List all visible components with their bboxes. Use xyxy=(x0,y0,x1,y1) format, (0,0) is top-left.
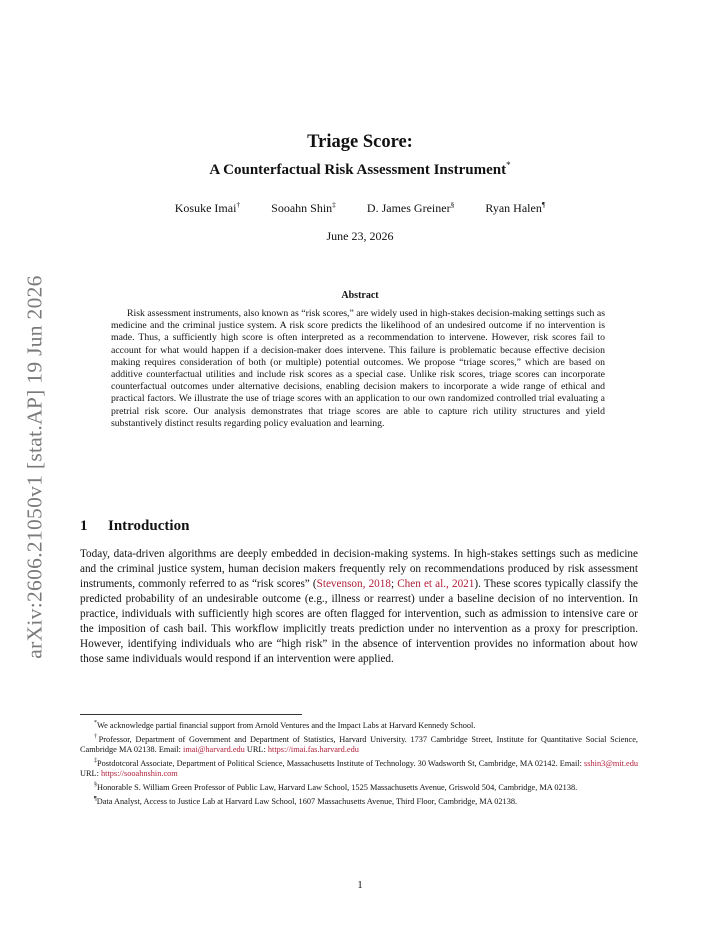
citation-separator: ; xyxy=(390,578,398,591)
paper-subtitle xyxy=(0,160,720,179)
author-name: Sooahn Shin xyxy=(271,201,333,215)
subtitle-footnote-mark[interactable]: * xyxy=(506,160,511,170)
abstract-heading: Abstract xyxy=(341,290,379,301)
author-footnote-mark[interactable]: † xyxy=(236,200,241,209)
footnote xyxy=(80,756,638,780)
footnote-mark: * xyxy=(94,720,97,726)
author-footnote-mark[interactable]: § xyxy=(450,200,455,209)
citation-year: 2021 xyxy=(451,578,475,591)
author-name: Kosuke Imai xyxy=(174,201,237,215)
intro-paragraph xyxy=(80,547,638,667)
author-name: Ryan Halen xyxy=(485,201,542,215)
footnote xyxy=(80,780,638,794)
page-number: 1 xyxy=(357,879,363,891)
url-link[interactable]: https://sooahnshin.com xyxy=(100,769,178,779)
paper-title: Triage Score: xyxy=(307,132,413,152)
citation-author: Chen et al. xyxy=(397,578,447,591)
footnote-text: Postdotcoral Associate, Department of Political Science, Massachusetts Institute of Technology. 30 Wadsworth St, Cambridge, MA 02142. Email: xyxy=(97,758,585,768)
section-title: Introduction xyxy=(108,518,190,534)
intro-text-1: Today, data-driven algorithms are deeply embedded in decision-making systems. In high-stakes settings such as medicine and the criminal justice system, human decision makers frequently rely on recommendations produced by risk assessment instruments, commonly referred to as “risk scores” ( xyxy=(80,548,638,591)
citation-link[interactable]: Chen et al., 2021 xyxy=(397,578,475,591)
url-label: URL: xyxy=(244,745,268,755)
footnote xyxy=(80,718,638,732)
footnote-mark: ‡ xyxy=(94,757,98,764)
author xyxy=(485,201,545,215)
url-link[interactable]: https://imai.fas.harvard.edu xyxy=(267,745,359,755)
footnote-rule xyxy=(80,714,302,715)
author-name: D. James Greiner xyxy=(366,201,451,215)
abstract-body: Risk assessment instruments, also known as “risk scores,” are widely used in high-stakes decision-making settings such as medicine and the criminal justice system. A risk score predicts the likelihood of an undesired outcome if no intervention is made. Thus, a sufficiently high score is often interpreted as a recommendation to intervene. However, risk scores fail to account for what would happen if a decision-maker does intervene. This failure is problematic because effective decision making requires consideration of both (or multiple) potential outcomes. We propose “triage scores,” which are based on additive counterfactual utilities and include risk scores as a special case. Unlike risk scores, triage scores can incorporate counterfactual outcomes under alternative decisions, enabling decision makers to incorporate a wide range of ethical and practical factors. We illustrate the use of triage scores with an application to our own randomized controlled trial evaluating a pretrial risk score. Our analysis demonstrates that triage scores are able to capture rich utility structures and yield substantively distinct results regarding policy evaluation and learning. xyxy=(111,308,605,429)
footnote-mark: § xyxy=(94,782,97,789)
url-label: URL: xyxy=(80,769,101,779)
subtitle-text: A Counterfactual Risk Assessment Instrument xyxy=(209,162,507,178)
footnote-text: Honorable S. William Green Professor of Public Law, Harvard Law School, 1525 Massachusetts Avenue, Griswold 504, Cambridge, MA 02138. xyxy=(97,783,578,793)
footnotes xyxy=(80,718,638,807)
author-footnote-mark[interactable]: ¶ xyxy=(541,200,546,209)
arxiv-stamp-text: arXiv:2606.21050v1 [stat.AP] 19 Jun 2026 xyxy=(22,275,47,659)
author xyxy=(367,201,454,215)
footnote-text: Professor, Department of Government and Department of Statistics, Harvard University. 1737 Cambridge Street, Institute for Quantitative Social Science, Cambridge MA 02138. Email: xyxy=(80,734,638,755)
author-footnote-mark[interactable]: ‡ xyxy=(332,200,336,209)
citation-author: Stevenson xyxy=(316,578,363,591)
intro-text-2: ). These scores typically classify the predicted probability of an undesirable outcome (e.g., illness or rearrest) under a baseline decision of no intervention. In practice, individuals with sufficiently high scores are often flagged for intervention, such as admission to intensive care or the imposition of cash bail. This workflow implicitly treats prediction under no intervention as a proxy for prescription. However, identifying individuals who are “high risk” in the absence of intervention provides no information about how those same individuals would respond if an intervention were applied. xyxy=(80,578,639,666)
footnote-mark: ¶ xyxy=(94,795,97,802)
footnote-text: Data Analyst, Access to Justice Lab at Harvard Law School, 1607 Massachusetts Avenue, Third Floor, Cambridge, MA 02138. xyxy=(96,796,518,806)
email-link[interactable]: imai@harvard.edu xyxy=(183,745,245,755)
section-number: 1 xyxy=(80,518,88,534)
footnote-mark: † xyxy=(94,733,99,740)
footnote xyxy=(80,732,638,756)
email-link[interactable]: sshin3@mit.edu xyxy=(584,758,638,768)
author xyxy=(175,201,240,215)
author xyxy=(271,201,336,215)
arxiv-stamp xyxy=(10,257,60,677)
footnote xyxy=(80,794,638,808)
footnote-text: We acknowledge partial financial support from Arnold Ventures and the Impact Labs at Harvard Kennedy School. xyxy=(97,720,476,730)
section-heading xyxy=(80,518,189,535)
author-list xyxy=(0,200,720,216)
paper-date: June 23, 2026 xyxy=(326,229,394,243)
citation-year: 2018 xyxy=(368,578,391,591)
citation-link[interactable]: Stevenson, 2018 xyxy=(316,578,391,591)
